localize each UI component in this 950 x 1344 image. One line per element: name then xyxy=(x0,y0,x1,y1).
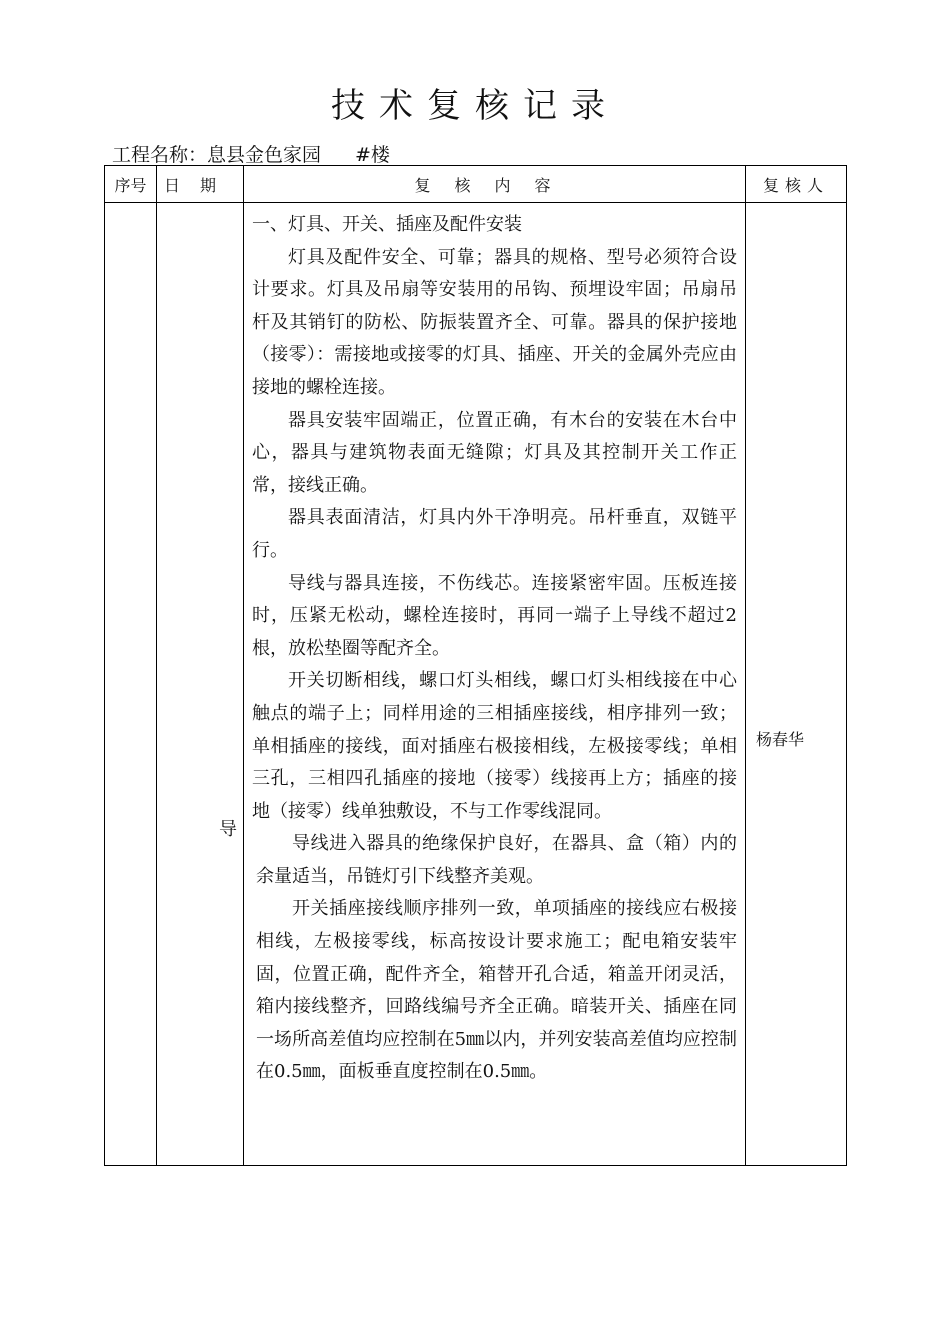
reviewer-name: 杨春华 xyxy=(756,730,805,749)
content-paragraph: 器具表面清洁，灯具内外干净明亮。吊杆垂直，双链平行。 xyxy=(252,507,737,561)
reviewer-cell xyxy=(746,203,847,1166)
content-paragraph: 器具安装牢固端正，位置正确，有木台的安装在木台中心，器具与建筑物表面无缝隙；灯具及其控制开关工作正常，接线正确。 xyxy=(252,409,737,496)
review-table xyxy=(104,165,847,1166)
section-heading: 一、灯具、开关、插座及配件安装 xyxy=(252,214,522,235)
project-line xyxy=(112,140,390,167)
header-row xyxy=(105,166,847,203)
header-seq: 序号 xyxy=(105,166,157,203)
seq-cell xyxy=(105,203,157,1166)
date-cell-text: 导 xyxy=(219,819,237,840)
content-cell xyxy=(244,203,746,1166)
content-paragraph: 开关插座接线顺序排列一致，单项插座的接线应右极接相线，左极接零线，标高按设计要求施工；配电箱安装牢固，位置正确，配件齐全，箱替开孔合适，箱盖开闭灵活，箱内接线整齐，回路线编号齐全正确。暗装开关、插座在同一场所高差值均应控制在5㎜以内，并列安装高差值均应控制在0.5㎜，面板垂直度控制在0.5㎜。 xyxy=(256,898,737,1083)
header-date: 日期 xyxy=(157,166,244,203)
building-number: #楼 xyxy=(355,144,390,166)
document-title: 技术复核记录 xyxy=(331,86,619,126)
date-cell xyxy=(157,203,244,1166)
content-paragraph: 灯具及配件安全、可靠；器具的规格、型号必须符合设计要求。灯具及吊扇等安装用的吊钩、预埋设牢固；吊扇吊杆及其销钉的防松、防振装置齐全、可靠。器具的保护接地（接零）：需接地或接零的灯具、插座、开关的金属外壳应由接地的螺栓连接。 xyxy=(252,246,737,398)
content-paragraph: 开关切断相线，螺口灯头相线，螺口灯头相线接在中心触点的端子上；同样用途的三相插座接线，相序排列一致；单相插座的接线，面对插座右极接相线，左极接零线；单相三孔，三相四孔插座的接地（接零）线接再上方；插座的接地（接零）线单独敷设，不与工作零线混同。 xyxy=(252,670,737,822)
content-paragraph: 导线进入器具的绝缘保护良好，在器具、盒（箱）内的余量适当，吊链灯引下线整齐美观。 xyxy=(256,833,737,887)
project-name: 工程名称：息县金色家园 xyxy=(112,144,322,166)
header-reviewer: 复核人 xyxy=(746,166,847,203)
record-row xyxy=(105,203,847,1166)
content-paragraph: 导线与器具连接，不伤线芯。连接紧密牢固。压板连接时，压紧无松动，螺栓连接时，再同一端子上导线不超过2根，放松垫圈等配齐全。 xyxy=(252,572,737,659)
review-content xyxy=(244,203,745,1089)
header-content: 复核内容 xyxy=(244,166,746,203)
